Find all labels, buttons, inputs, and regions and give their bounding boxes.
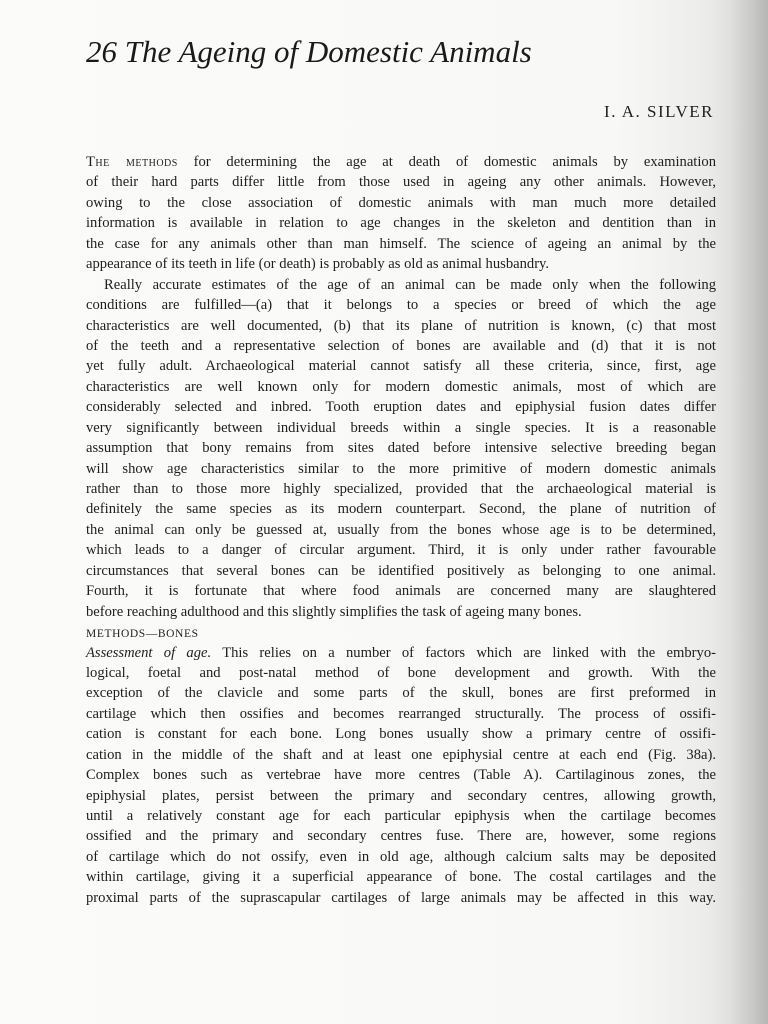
text-line: information is available in relation to age changes in the skeleton and dentition than in (86, 215, 716, 232)
text-line: of cartilage which do not ossify, even in old age, although calcium salts may be deposited (86, 848, 716, 865)
chapter-body (86, 152, 716, 908)
paragraph-criteria (86, 275, 716, 622)
text-line: within cartilage, giving it a superficial appearance of bone. The costal cartilages and the (86, 869, 716, 886)
text-line: will show age characteristics similar to the more primitive of modern domestic animals (86, 460, 716, 477)
text-line: cartilage which then ossifies and becomes rearranged structurally. The process of ossifi- (86, 705, 716, 722)
text-line: until a relatively constant age for each particular epiphysis when the cartilage becomes (86, 808, 716, 824)
text-line: before reaching adulthood and this slightly simplifies the task of ageing many bones. (86, 603, 582, 620)
text-line: definitely the same species as its modern counterpart. Second, the plane of nutrition of (86, 501, 716, 518)
chapter-author: I. A. SILVER (604, 102, 714, 121)
text-line: of the teeth and a representative selection of bones are available and (d) that it is not (86, 337, 716, 354)
text-line: conditions are fulfilled—(a) that it belongs to a species or breed of which the age (86, 297, 716, 314)
text-line: assumption that bony remains from sites dated before intensive selective breeding began (86, 440, 716, 457)
text-line: The methods for determining the age at death of domestic animals by examination (86, 154, 716, 170)
text-line: Complex bones such as vertebrae have more centres (Table A). Cartilaginous zones, the (86, 767, 716, 784)
text-line: characteristics are well documented, (b) that its plane of nutrition is known, (c) that most (86, 317, 716, 334)
text-line: exception of the clavicle and some parts of the skull, bones are first preformed in (86, 685, 716, 702)
text-line: cation in the middle of the shaft and at least one epiphysial centre at each end (Fig. 38a). (86, 746, 716, 763)
chapter-title: 26 The Ageing of Domestic Animals (86, 34, 532, 69)
text-line: considerably selected and inbred. Tooth eruption dates and epiphysial fusion dates differ (86, 399, 716, 416)
text-line: characteristics are well known only for modern domestic animals, most of which are (86, 378, 716, 395)
text-line: epiphysial plates, persist between the primary and secondary centres, allowing growth, (86, 787, 716, 804)
text-line: logical, foetal and post-natal method of bone development and growth. With the (86, 664, 716, 681)
text-line: owing to the close association of domestic animals with man much more detailed (86, 194, 716, 211)
text-line: proximal parts of the suprascapular cartilages of large animals may be affected in this way. (86, 889, 716, 906)
text-line: ossified and the primary and secondary centres fuse. There are, however, some regions (86, 828, 716, 845)
text-line: Really accurate estimates of the age of an animal can be made only when the following (104, 276, 716, 293)
text-line: appearance of its teeth in life (or death) is probably as old as animal husbandry. (86, 256, 550, 273)
lead-small-caps: The methods (86, 154, 178, 170)
paragraph-intro (86, 152, 716, 275)
text-line: yet fully adult. Archaeological material cannot satisfy all these criteria, since, first, age (86, 358, 716, 375)
text-line: Assessment of age. This relies on a number of factors which are linked with the embryo- (86, 644, 716, 661)
text-line: circumstances that several bones can be identified positively as belonging to one animal. (86, 562, 716, 579)
text-line: which leads to a danger of circular argument. Third, it is only under rather favourable (86, 542, 716, 559)
text-line: the case for any animals other than man himself. The science of ageing an animal by the (86, 235, 716, 252)
text-line: the animal can only be guessed at, usually from the bones whose age is to be determined, (86, 521, 716, 538)
text-line: very significantly between individual breeds within a single species. It is a reasonable (86, 419, 716, 436)
page-edge-shadow (728, 0, 768, 1024)
lead-italic: Assessment of age. (86, 644, 212, 661)
text-line: of their hard parts differ little from those used in ageing any other animals. However, (86, 174, 716, 191)
text-line: rather than to those more highly specialized, provided that the archaeological material is (86, 481, 716, 497)
text-line: cation is constant for each bone. Long bones usually show a primary centre of ossifi- (86, 726, 716, 743)
paragraph-assessment (86, 643, 716, 909)
section-heading: METHODS—BONES (86, 628, 199, 641)
text-line: Fourth, it is fortunate that where food animals are concerned many are slaughtered (86, 583, 716, 600)
